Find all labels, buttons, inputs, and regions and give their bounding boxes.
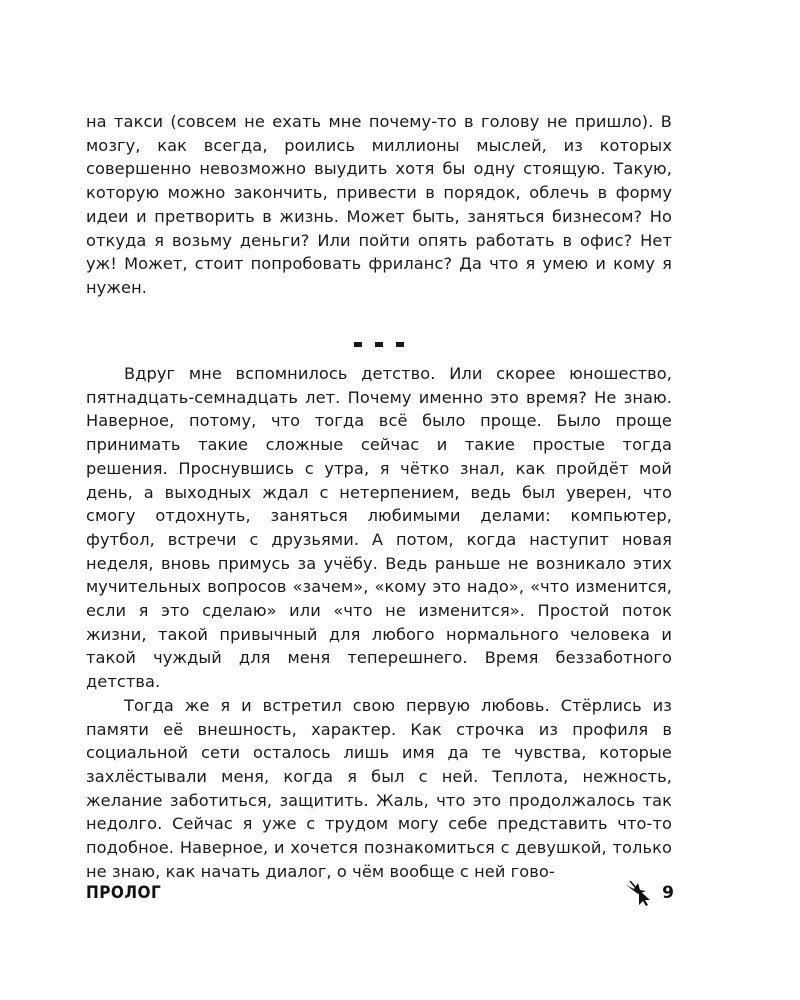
text-block-top: [86, 110, 672, 300]
separator-dot: [354, 342, 362, 347]
page-number: 9: [662, 883, 674, 903]
cursor-emblem-icon: [624, 879, 658, 907]
text-block-main: [86, 362, 672, 883]
paragraph-childhood: Вдруг мне вспомнилось детство. Или скорее юношество, пятнадцать-семнадцать лет. Почему именно это время? Не знаю. Наверное, потому, что тогда всё было проще. Было проще принимать такие сложные сейчас и такие простые тогда решения. Проснувшись с утра, я чётко знал, как пройдёт мой день, а выходных ждал с нетерпением, ведь был уверен, что смогу отдохнуть, заняться любимыми делами: компьютер, футбол, встречи с друзьями. А потом, когда наступит новая неделя, вновь примусь за учёбу. Ведь раньше не возникало этих мучительных вопросов «зачем», «кому это надо», «что изменится, если я это сделаю» или «что не изменится». Простой поток жизни, такой привычный для любого нормального человека и такой чуждый для меня теперешнего. Время беззаботного детства.: [86, 364, 672, 692]
section-separator: [354, 339, 404, 349]
running-footer-title: ПРОЛОГ: [86, 883, 162, 903]
paragraph-continuation: на такси (совсем не ехать мне почему-то в голову не пришло). В мозгу, как всегда, роились миллионы мыслей, из которых совершенно невозможно выудить хотя бы одну стоящую. Такую, которую можно закончить, привести в порядок, облечь в форму идеи и претворить в жизнь. Может быть, заняться бизнесом? Но откуда я возьму деньги? Или пойти опять работать в офис? Нет уж! Может, стоит попробовать фриланс? Да что я умею и кому я нужен.: [86, 112, 672, 297]
page-number-group: [618, 878, 674, 908]
paragraph-first-love: Тогда же я и встретил свою первую любовь. Стёрлись из памяти её внешность, характер. Как строчка из профиля в социальной сети осталось лишь имя да те чувства, которые захлёстывали меня, когда я был с ней. Теплота, нежность, желание заботиться, защитить. Жаль, что это продолжалось так недолго. Сейчас я уже с трудом могу себе представить что-то подобное. Наверное, и хочется познакомиться с девушкой, только не знаю, как начать диалог, о чём вообще с ней гово-: [86, 695, 672, 881]
separator-dot: [375, 342, 383, 347]
separator-dot: [396, 342, 404, 347]
